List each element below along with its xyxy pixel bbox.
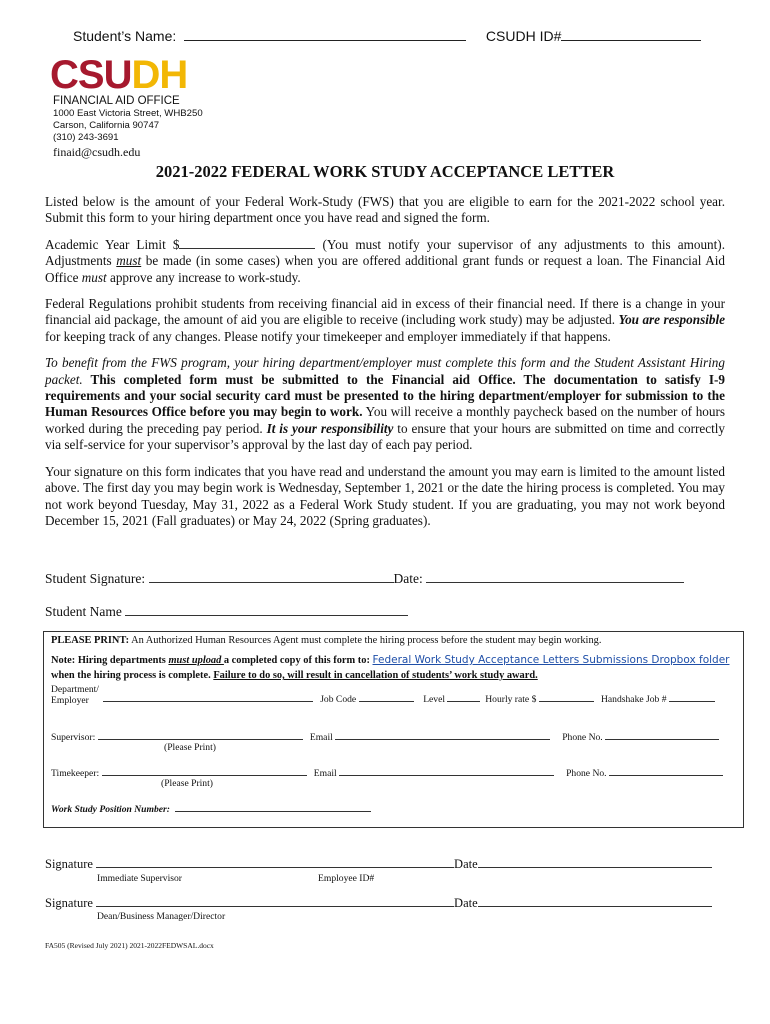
supervisor-signature-label: Signature: [45, 857, 93, 871]
student-name-row-field[interactable]: [125, 604, 408, 616]
dropbox-folder-link[interactable]: Federal Work Study Acceptance Letters Submissions Dropbox folder: [372, 654, 730, 666]
student-date-label: Date:: [393, 571, 423, 586]
department-row: [103, 692, 739, 705]
address-line-2: Carson, California 90747: [53, 119, 160, 131]
supervisor-date-field[interactable]: [478, 857, 712, 868]
benefit-bold: This completed form must be submitted to the Financial aid Office. The documentation to satisfy I-9 requirements and your social security card must be presented to the hiring department/employer for submission to the Human Resources Office before you may begin to work.: [45, 371, 725, 420]
timekeeper-print-hint: (Please Print): [161, 778, 213, 789]
dean-date-field[interactable]: [478, 896, 712, 907]
note-part-e: Failure to do so, will result in cancellation of students’ work study award.: [213, 670, 538, 681]
supervisor-email-field[interactable]: [335, 730, 550, 740]
supervisor-print-hint: (Please Print): [164, 742, 216, 753]
benefit-text-2: to ensure that your hours are submitted on time and correctly via self-service for your supervisor’s approval by the last day of each pay period.: [45, 420, 726, 453]
limit-text-1: (You must notify your supervisor of any adjustments to this amount). Adjustments: [45, 236, 725, 269]
limit-must-2: must: [81, 269, 107, 285]
supervisor-email-label: Email: [309, 732, 333, 743]
student-signature-row: [45, 571, 684, 587]
timekeeper-email-label: Email: [313, 768, 337, 779]
timekeeper-field[interactable]: [102, 766, 307, 776]
limit-text-3: approve any increase to work-study.: [106, 269, 301, 285]
immediate-supervisor-caption: Immediate Supervisor: [97, 873, 182, 884]
dept-label-2: Employer: [51, 695, 89, 706]
supervisor-label: Supervisor:: [51, 732, 96, 743]
paragraph-signature-notice: Your signature on this form indicates that you have read and understand the amount you may earn is limited to the amount listed above. The first day you may begin work is Wednesday, September 1, 2021 or the date the hiring process is completed. You may not work beyond Tuesday, May 31, 2022 as a Federal Work Study student. If you are graduating, you may not work beyond December 15, 2021 (Fall graduates) or May 24, 2022 (Spring graduates).: [45, 463, 725, 528]
paragraph-regulations: [45, 296, 725, 345]
body-text: [45, 194, 725, 529]
department-field[interactable]: [103, 692, 313, 702]
level-field[interactable]: [447, 692, 480, 702]
office-name: FINANCIAL AID OFFICE: [53, 95, 180, 107]
student-name-label: Student’s Name:: [73, 28, 177, 44]
address-line-1: 1000 East Victoria Street, WHB250: [53, 108, 203, 119]
csudh-id-label: CSUDH ID#: [485, 28, 562, 44]
office-phone: (310) 243-3691: [53, 132, 119, 143]
position-number-label: Work Study Position Number:: [51, 804, 170, 815]
supervisor-field[interactable]: [98, 730, 303, 740]
timekeeper-label: Timekeeper:: [51, 768, 100, 779]
student-signature-field[interactable]: [149, 571, 394, 583]
employee-id-caption: Employee ID#: [318, 873, 375, 884]
job-code-label: Job Code: [320, 694, 357, 705]
note-part-b: must upload: [168, 655, 224, 666]
timekeeper-email-field[interactable]: [339, 766, 554, 776]
timekeeper-phone-label: Phone No.: [566, 768, 607, 779]
supervisor-phone-field[interactable]: [605, 730, 719, 740]
please-print-text: An Authorized Human Resources Agent must complete the hiring process before the student may begin working.: [129, 635, 602, 646]
dean-date-label: Date: [454, 896, 478, 910]
handshake-field[interactable]: [669, 692, 715, 702]
supervisor-phone-label: Phone No.: [562, 732, 603, 743]
timekeeper-row: [51, 766, 737, 779]
handshake-label: Handshake Job #: [601, 694, 667, 705]
hourly-rate-label: Hourly rate $: [485, 694, 537, 705]
student-date-field[interactable]: [426, 571, 684, 583]
supervisor-date-label: Date: [454, 857, 478, 871]
dean-signature-label: Signature: [45, 896, 93, 910]
limit-must-1: must: [116, 253, 142, 269]
benefit-italic: To benefit from the FWS program, your hiring department/employer must complete this form and the Student Assistant Hiring packet.: [45, 355, 725, 387]
level-label: Level: [423, 694, 446, 705]
hr-section-box: [43, 631, 744, 828]
regulations-text-1: Federal Regulations prohibit students from receiving financial aid in excess of their financial need. If there is a change in your financial aid package, the amount of aid you are eligible to receive (including work study) may be adjusted.: [45, 296, 725, 328]
benefit-responsibility: It is your responsibility: [266, 420, 394, 436]
paragraph-intro: Listed below is the amount of your Federal Work-Study (FWS) that you are eligible to earn for the 2021-2022 school year. Submit this form to your hiring department once you have read and signed the form.: [45, 194, 725, 226]
csudh-id-field[interactable]: [561, 28, 701, 41]
note-part-d: when the hiring process is complete.: [51, 670, 214, 681]
timekeeper-phone-field[interactable]: [609, 766, 723, 776]
paragraph-benefit: [45, 355, 725, 453]
note-part-c: a completed copy of this form to:: [223, 655, 373, 666]
benefit-text-1: You will receive a monthly paycheck based on the number of hours worked during the preceding pay period.: [45, 404, 725, 436]
limit-text-2: be made (in some cases) when you are offered additional grant funds or request a loan. The Financial Aid Office: [45, 253, 726, 285]
upload-note: [51, 653, 737, 683]
department-label: [51, 684, 99, 706]
regulations-text-2: for keeping track of any changes. Please notify your timekeeper and employer immediately if that happens.: [45, 328, 611, 344]
hourly-rate-field[interactable]: [539, 692, 594, 702]
supervisor-row: [51, 730, 737, 743]
dean-signature-row: [45, 896, 712, 911]
office-email: finaid@csudh.edu: [53, 145, 141, 159]
regulations-responsible: You are responsible: [618, 312, 725, 328]
note-part-a: Note: Hiring departments: [51, 655, 169, 666]
student-name-field[interactable]: [184, 28, 466, 41]
logo-part-csu: CSU: [50, 53, 132, 97]
job-code-field[interactable]: [359, 692, 414, 702]
academic-year-limit-field[interactable]: [179, 238, 315, 249]
student-name-row: [45, 604, 408, 620]
supervisor-signature-row: [45, 857, 712, 872]
student-signature-label: Student Signature:: [45, 571, 146, 586]
please-print-label: PLEASE PRINT:: [51, 635, 130, 646]
header: [73, 28, 701, 44]
please-print-line: [51, 635, 601, 646]
page-title: 2021-2022 FEDERAL WORK STUDY ACCEPTANCE LETTER: [155, 162, 615, 181]
paragraph-limit: [45, 237, 725, 286]
limit-label: Academic Year Limit $: [45, 236, 180, 252]
dean-caption: Dean/Business Manager/Director: [97, 911, 226, 922]
form-footer: FA505 (Revised July 2021) 2021-2022FEDWSAL.docx: [45, 941, 214, 950]
logo-part-dh: DH: [131, 53, 188, 97]
dept-label-1: Department/: [51, 684, 99, 695]
csudh-logo: [50, 55, 187, 95]
dean-signature-field[interactable]: [96, 896, 454, 907]
student-name-row-label: Student Name: [45, 604, 122, 619]
supervisor-signature-field[interactable]: [96, 857, 454, 868]
position-number-row: [51, 802, 371, 815]
office-address: [53, 108, 203, 131]
position-number-field[interactable]: [175, 802, 371, 812]
